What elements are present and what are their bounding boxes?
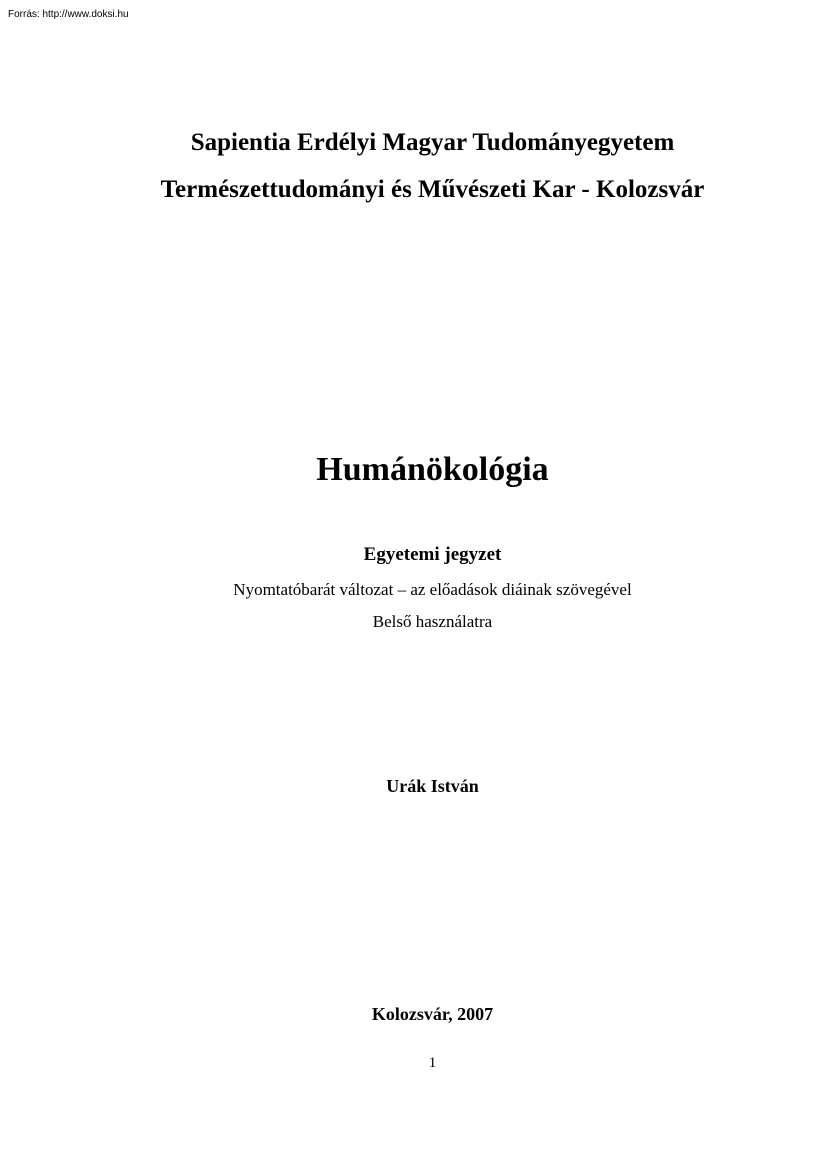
document-subtitle: Egyetemi jegyzet [363, 544, 502, 565]
version-note: Nyomtatóbarát változat – az előadások diáinak szövegével [233, 580, 632, 599]
source-note: Forrás: http://www.doksi.hu [8, 9, 129, 20]
place-and-year: Kolozsvár, 2007 [371, 1004, 494, 1024]
document-title: Humánökológia [316, 451, 549, 488]
usage-note: Belső használatra [372, 612, 493, 631]
page-number: 1 [428, 1055, 437, 1071]
faculty-name: Természettudományi és Művészeti Kar - Kolozsvár [160, 176, 705, 203]
author-name: Urák István [386, 776, 479, 796]
university-name: Sapientia Erdélyi Magyar Tudományegyetem [190, 129, 675, 156]
